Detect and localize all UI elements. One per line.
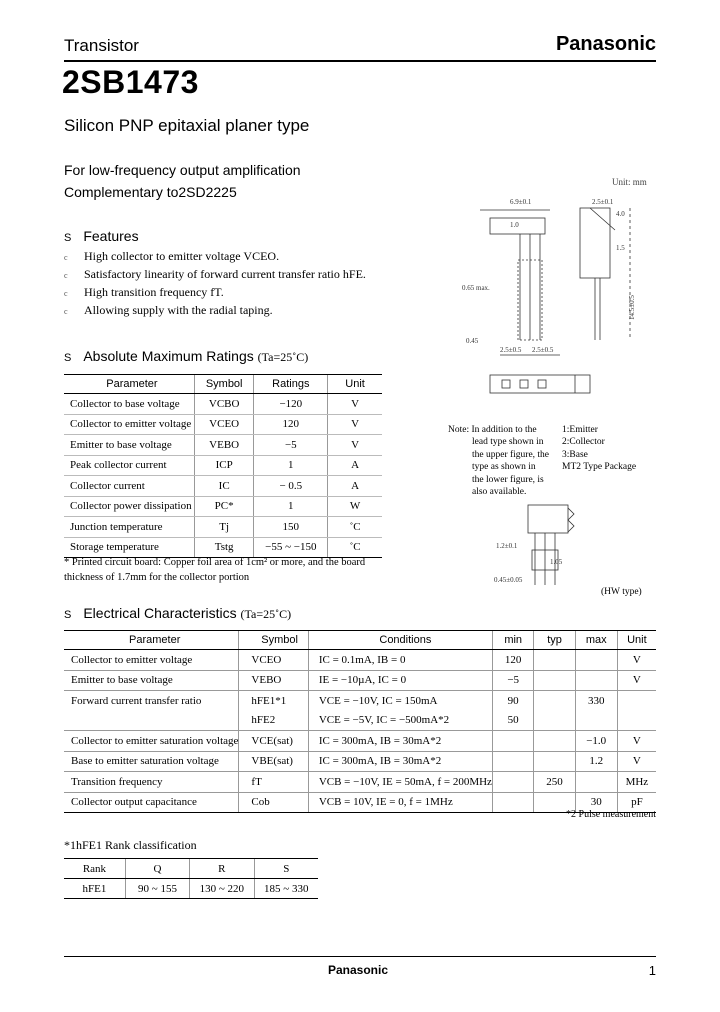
bullet-icon: c	[64, 289, 68, 298]
table-cell: IE = −10µA, IC = 0	[308, 670, 492, 691]
table-cell: −120	[254, 394, 328, 415]
table-cell: ˚C	[328, 517, 382, 538]
table-cell: V	[617, 751, 656, 772]
elec-heading	[64, 605, 291, 622]
table-cell	[534, 731, 575, 752]
footer-brand: Panasonic	[328, 963, 389, 977]
table-cell: Peak collector current	[64, 455, 194, 476]
elec-title: Electrical Characteristics	[83, 605, 237, 621]
table-cell: Cob	[239, 792, 308, 813]
table-cell: Forward current transfer ratio	[71, 694, 202, 707]
table-cell: pF	[617, 792, 656, 813]
dim-label: 14.5±0.5	[628, 295, 636, 320]
table-cell	[534, 691, 575, 711]
device-subtitle: Silicon PNP epitaxial planer type	[64, 116, 310, 135]
table-cell: Q	[125, 859, 189, 879]
hw-type-body	[528, 505, 568, 533]
column-header: min	[492, 631, 533, 650]
header-category: Transistor	[64, 36, 139, 55]
table-cell: 330	[575, 691, 617, 711]
section-bullet: S	[64, 352, 72, 364]
table-row	[64, 650, 656, 671]
table-row	[64, 751, 656, 772]
column-header: Ratings	[254, 375, 328, 394]
table-row	[64, 496, 382, 517]
table-cell: Collector to emitter voltage	[64, 650, 239, 671]
pin-legend: 1:Emitter 2:Collector 3:Base MT2 Type Package	[562, 425, 637, 473]
table-cell: VEBO	[239, 670, 308, 691]
table-cell: W	[328, 496, 382, 517]
table-cell: A	[328, 455, 382, 476]
table-cell: −5	[254, 435, 328, 456]
table-cell: −5	[492, 670, 533, 691]
pulse-note: *2 Pulse measurement	[566, 809, 656, 820]
hw-type-label: (HW type)	[601, 587, 642, 597]
bullet-icon: c	[64, 271, 68, 280]
feature-item: c High transition frequency fT.	[64, 284, 366, 302]
bullet-icon: c	[64, 253, 68, 262]
table-cell: Storage temperature	[64, 537, 194, 558]
table-cell	[492, 792, 533, 813]
table-cell: 120	[254, 414, 328, 435]
table-cell: VCEO	[239, 650, 308, 671]
table-row	[64, 859, 318, 879]
table-cell	[492, 772, 533, 793]
dim-label: 1.05	[550, 558, 563, 566]
elec-table	[64, 630, 656, 813]
dim-label: 0.65 max.	[462, 284, 490, 292]
elec-condition: (Ta=25˚C)	[240, 607, 292, 621]
table-cell: ICP	[194, 455, 254, 476]
table-cell	[534, 751, 575, 772]
table-cell: Junction temperature	[64, 517, 194, 538]
column-header: Conditions	[308, 631, 492, 650]
table-cell: hFE1	[64, 879, 125, 899]
package-note: Note: In addition to the lead type shown in the upper figure, the type as shown in the lower figure, is also available.	[448, 425, 550, 498]
table-cell: 50	[492, 711, 533, 731]
table-row	[64, 517, 382, 538]
table-cell: 130 ~ 220	[190, 879, 254, 899]
dim-label: 0.45±0.05	[494, 576, 523, 584]
table-cell: VCE(sat)	[239, 731, 308, 752]
table-cell: Collector power dissipation	[64, 496, 194, 517]
table-row	[64, 435, 382, 456]
table-cell: Tstg	[194, 537, 254, 558]
table-row	[64, 476, 382, 497]
table-cell	[534, 670, 575, 691]
table-cell: 1.2	[575, 751, 617, 772]
table-header-row	[64, 631, 656, 650]
table-row	[64, 711, 656, 731]
column-header: Parameter	[64, 631, 239, 650]
table-cell	[492, 751, 533, 772]
table-cell: VCEO	[194, 414, 254, 435]
table-cell: MHz	[617, 772, 656, 793]
table-cell: IC	[194, 476, 254, 497]
table-cell: VCBO	[194, 394, 254, 415]
table-cell: Transition frequency	[64, 772, 239, 793]
part-number: 2SB1473	[62, 64, 199, 100]
table-cell: A	[328, 476, 382, 497]
table-cell: VBE(sat)	[239, 751, 308, 772]
column-header: Unit	[617, 631, 656, 650]
table-cell	[575, 670, 617, 691]
features-title: Features	[83, 228, 139, 244]
table-header-row	[64, 375, 382, 394]
table-cell: 30	[575, 792, 617, 813]
column-header: Parameter	[64, 375, 194, 394]
table-cell: R	[190, 859, 254, 879]
table-cell: hFE1*1	[239, 691, 308, 711]
table-cell: VEBO	[194, 435, 254, 456]
section-bullet: S	[64, 232, 72, 244]
abs-max-condition: (Ta=25˚C)	[257, 350, 309, 364]
dim-label: 2.5±0.5	[500, 346, 522, 354]
section-bullet: S	[64, 609, 72, 621]
table-cell: IC = 300mA, IB = 30mA*2	[308, 731, 492, 752]
package-side-view	[580, 208, 610, 278]
table-cell: Collector to emitter voltage	[64, 414, 194, 435]
rank-table	[64, 858, 318, 899]
table-cell: IC = 300mA, IB = 30mA*2	[308, 751, 492, 772]
dim-label: 1.0	[510, 221, 519, 229]
column-header: Symbol	[239, 631, 308, 650]
abs-max-title: Absolute Maximum Ratings	[83, 348, 254, 364]
table-row	[64, 879, 318, 899]
footer-rule	[64, 956, 656, 957]
table-cell: − 0.5	[254, 476, 328, 497]
dim-label: 6.9±0.1	[510, 198, 532, 206]
table-cell: Emitter to base voltage	[64, 435, 194, 456]
table-cell: V	[617, 650, 656, 671]
application-line-2: Complementary to2SD2225	[64, 184, 237, 200]
table-cell: −1.0	[575, 731, 617, 752]
table-cell	[617, 691, 656, 711]
table-cell: V	[328, 435, 382, 456]
application-line-1: For low-frequency output amplification	[64, 162, 301, 178]
table-cell	[534, 711, 575, 731]
table-cell: VCB = 10V, IE = 0, f = 1MHz	[308, 792, 492, 813]
column-header: Symbol	[194, 375, 254, 394]
abs-max-table	[64, 374, 382, 558]
dim-label: 2.5±0.1	[592, 198, 614, 206]
table-row	[64, 394, 382, 415]
table-cell: PC*	[194, 496, 254, 517]
table-cell: S	[254, 859, 318, 879]
features-heading	[64, 228, 139, 244]
table-row	[64, 772, 656, 793]
table-cell: 120	[492, 650, 533, 671]
column-header: Unit	[328, 375, 382, 394]
dim-label: 1.5	[616, 244, 625, 252]
table-cell: V	[617, 670, 656, 691]
table-cell: 250	[534, 772, 575, 793]
table-cell: Base to emitter saturation voltage	[64, 751, 239, 772]
unit-label: Unit: mm	[612, 177, 647, 187]
abs-max-footnote: * Printed circuit board: Copper foil area of 1cm² or more, and the board thickness of 1.7mm for the collector portion	[64, 557, 366, 583]
dim-label: 0.45	[466, 337, 479, 345]
table-row	[64, 414, 382, 435]
table-cell	[575, 650, 617, 671]
table-cell: 150	[254, 517, 328, 538]
table-cell: hFE2	[239, 711, 308, 731]
dim-label: 4.0	[616, 210, 625, 218]
table-cell	[534, 650, 575, 671]
feature-item: c High collector to emitter voltage VCEO.	[64, 248, 366, 266]
page-number: 1	[648, 963, 656, 978]
column-header: max	[575, 631, 617, 650]
table-cell: V	[617, 731, 656, 752]
table-cell	[64, 711, 239, 731]
dim-label: 2.5±0.5	[532, 346, 554, 354]
table-cell: Collector to base voltage	[64, 394, 194, 415]
table-cell: Collector current	[64, 476, 194, 497]
dim-label: 1.2±0.1	[496, 542, 518, 550]
table-cell: V	[328, 414, 382, 435]
abs-max-heading	[64, 348, 308, 365]
table-cell: Collector to emitter saturation voltage	[64, 731, 239, 752]
table-cell	[492, 731, 533, 752]
table-cell	[617, 711, 656, 731]
header-rule	[64, 60, 656, 62]
table-cell: Collector output capacitance	[64, 792, 239, 813]
table-cell: 1	[254, 496, 328, 517]
features-list	[64, 248, 366, 320]
table-cell	[575, 711, 617, 731]
package-drawing	[440, 190, 660, 610]
table-cell: Rank	[64, 859, 125, 879]
table-cell: 1	[254, 455, 328, 476]
table-cell: 185 ~ 330	[254, 879, 318, 899]
table-cell: 90 ~ 155	[125, 879, 189, 899]
feature-item: c Allowing supply with the radial taping.	[64, 302, 366, 320]
brand-logo: Panasonic	[555, 33, 656, 55]
table-row	[64, 731, 656, 752]
rank-title: *1hFE1 Rank classification	[64, 838, 197, 852]
table-row	[64, 691, 656, 711]
table-row	[64, 455, 382, 476]
table-cell	[575, 772, 617, 793]
table-cell: Emitter to base voltage	[64, 670, 239, 691]
column-header: typ	[534, 631, 575, 650]
table-cell: −55 ~ −150	[254, 537, 328, 558]
table-cell: V	[328, 394, 382, 415]
table-cell: VCE = −5V, IC = −500mA*2	[308, 711, 492, 731]
table-cell: fT	[239, 772, 308, 793]
table-cell: VCB = −10V, IE = 50mA, f = 200MHz	[308, 772, 492, 793]
table-cell: Tj	[194, 517, 254, 538]
table-cell: VCE = −10V, IC = 150mA	[308, 691, 492, 711]
table-cell: 90	[492, 691, 533, 711]
bullet-icon: c	[64, 307, 68, 316]
table-cell: ˚C	[328, 537, 382, 558]
table-cell: IC = 0.1mA, IB = 0	[308, 650, 492, 671]
feature-item: c Satisfactory linearity of forward current transfer ratio hFE.	[64, 266, 366, 284]
table-row	[64, 670, 656, 691]
